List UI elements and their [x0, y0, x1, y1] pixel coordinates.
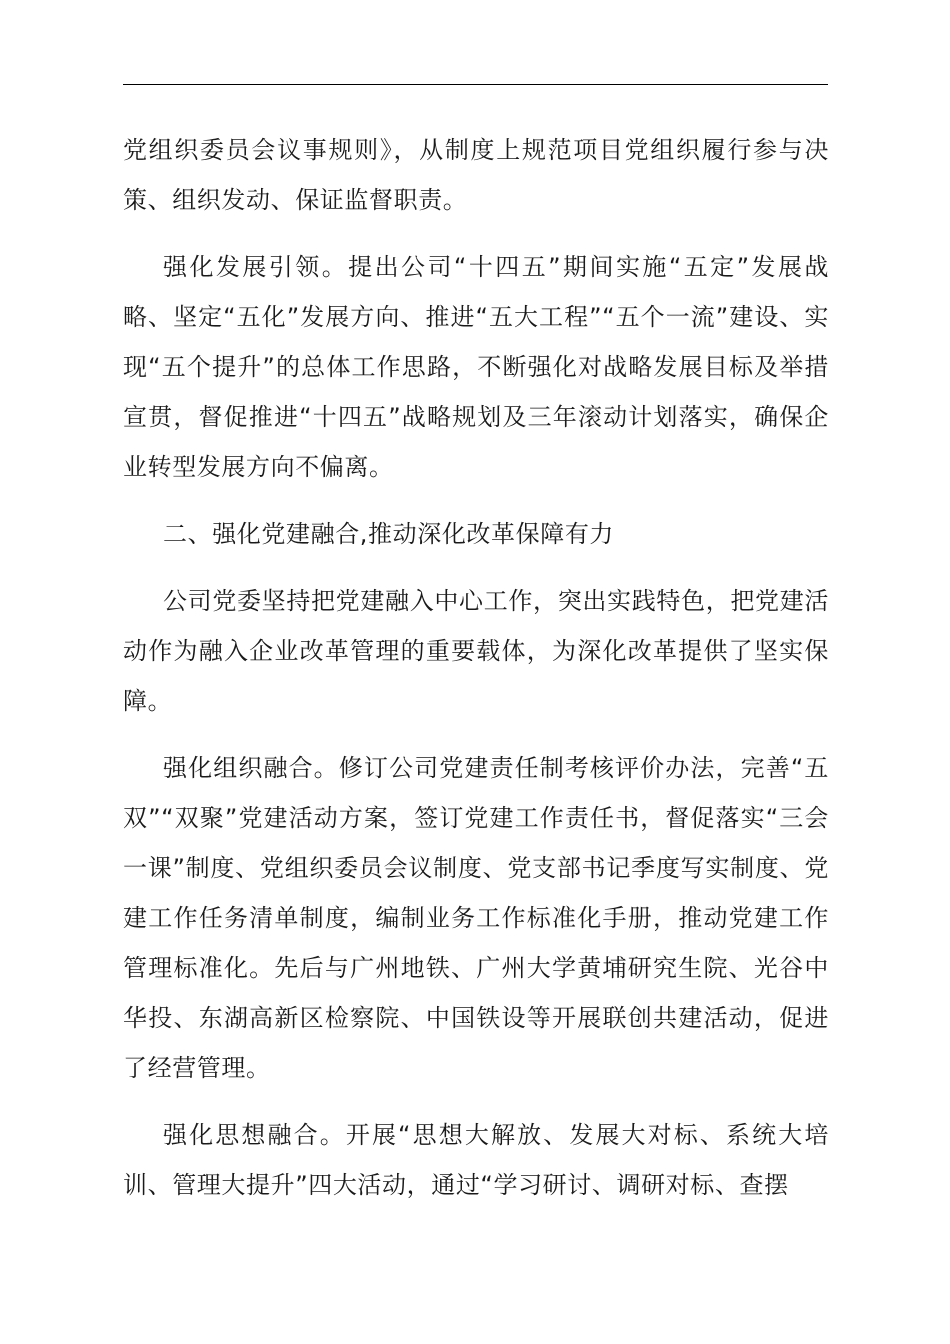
paragraph-development-guidance: 强化发展引领。提出公司“十四五”期间实施“五定”发展战略、坚定“五化”发展方向、推进“五大工程”“五个一流”建设、实现“五个提升”的总体工作思路，不断强化对战略发展目标及举措宣贯，督促推进“十四五”战略规划及三年滚动计划落实，确保企业转型发展方向不偏离。: [123, 253, 829, 481]
paragraph-organization-integration: 强化组织融合。修订公司党建责任制考核评价办法，完善“五双”“双聚”党建活动方案，签订党建工作责任书，督促落实“三会一课”制度、党组织委员会议制度、党支部书记季度写实制度、党建工作任务清单制度，编制业务工作标准化手册，推动党建工作管理标准化。先后与广州地铁、广州大学黄埔研究生院、光谷中华投、东湖高新区检察院、中国铁设等开展联创共建活动，促进了经营管理。: [123, 754, 829, 1082]
paragraph-ideology-integration: 强化思想融合。开展“思想大解放、发展大对标、系统大培训、管理大提升”四大活动，通过“学习研讨、调研对标、查摆: [123, 1121, 829, 1199]
section-heading: 二、强化党建融合,推动深化改革保障有力: [163, 520, 615, 548]
header-rule: [123, 84, 828, 85]
document-body: [123, 125, 829, 1227]
paragraph-party-committee: 公司党委坚持把党建融入中心工作，突出实践特色，把党建活动作为融入企业改革管理的重要载体，为深化改革提供了坚实保障。: [123, 587, 829, 715]
paragraph-continuation: 党组织委员会议事规则》，从制度上规范项目党组织履行参与决策、组织发动、保证监督职责。: [123, 136, 829, 214]
